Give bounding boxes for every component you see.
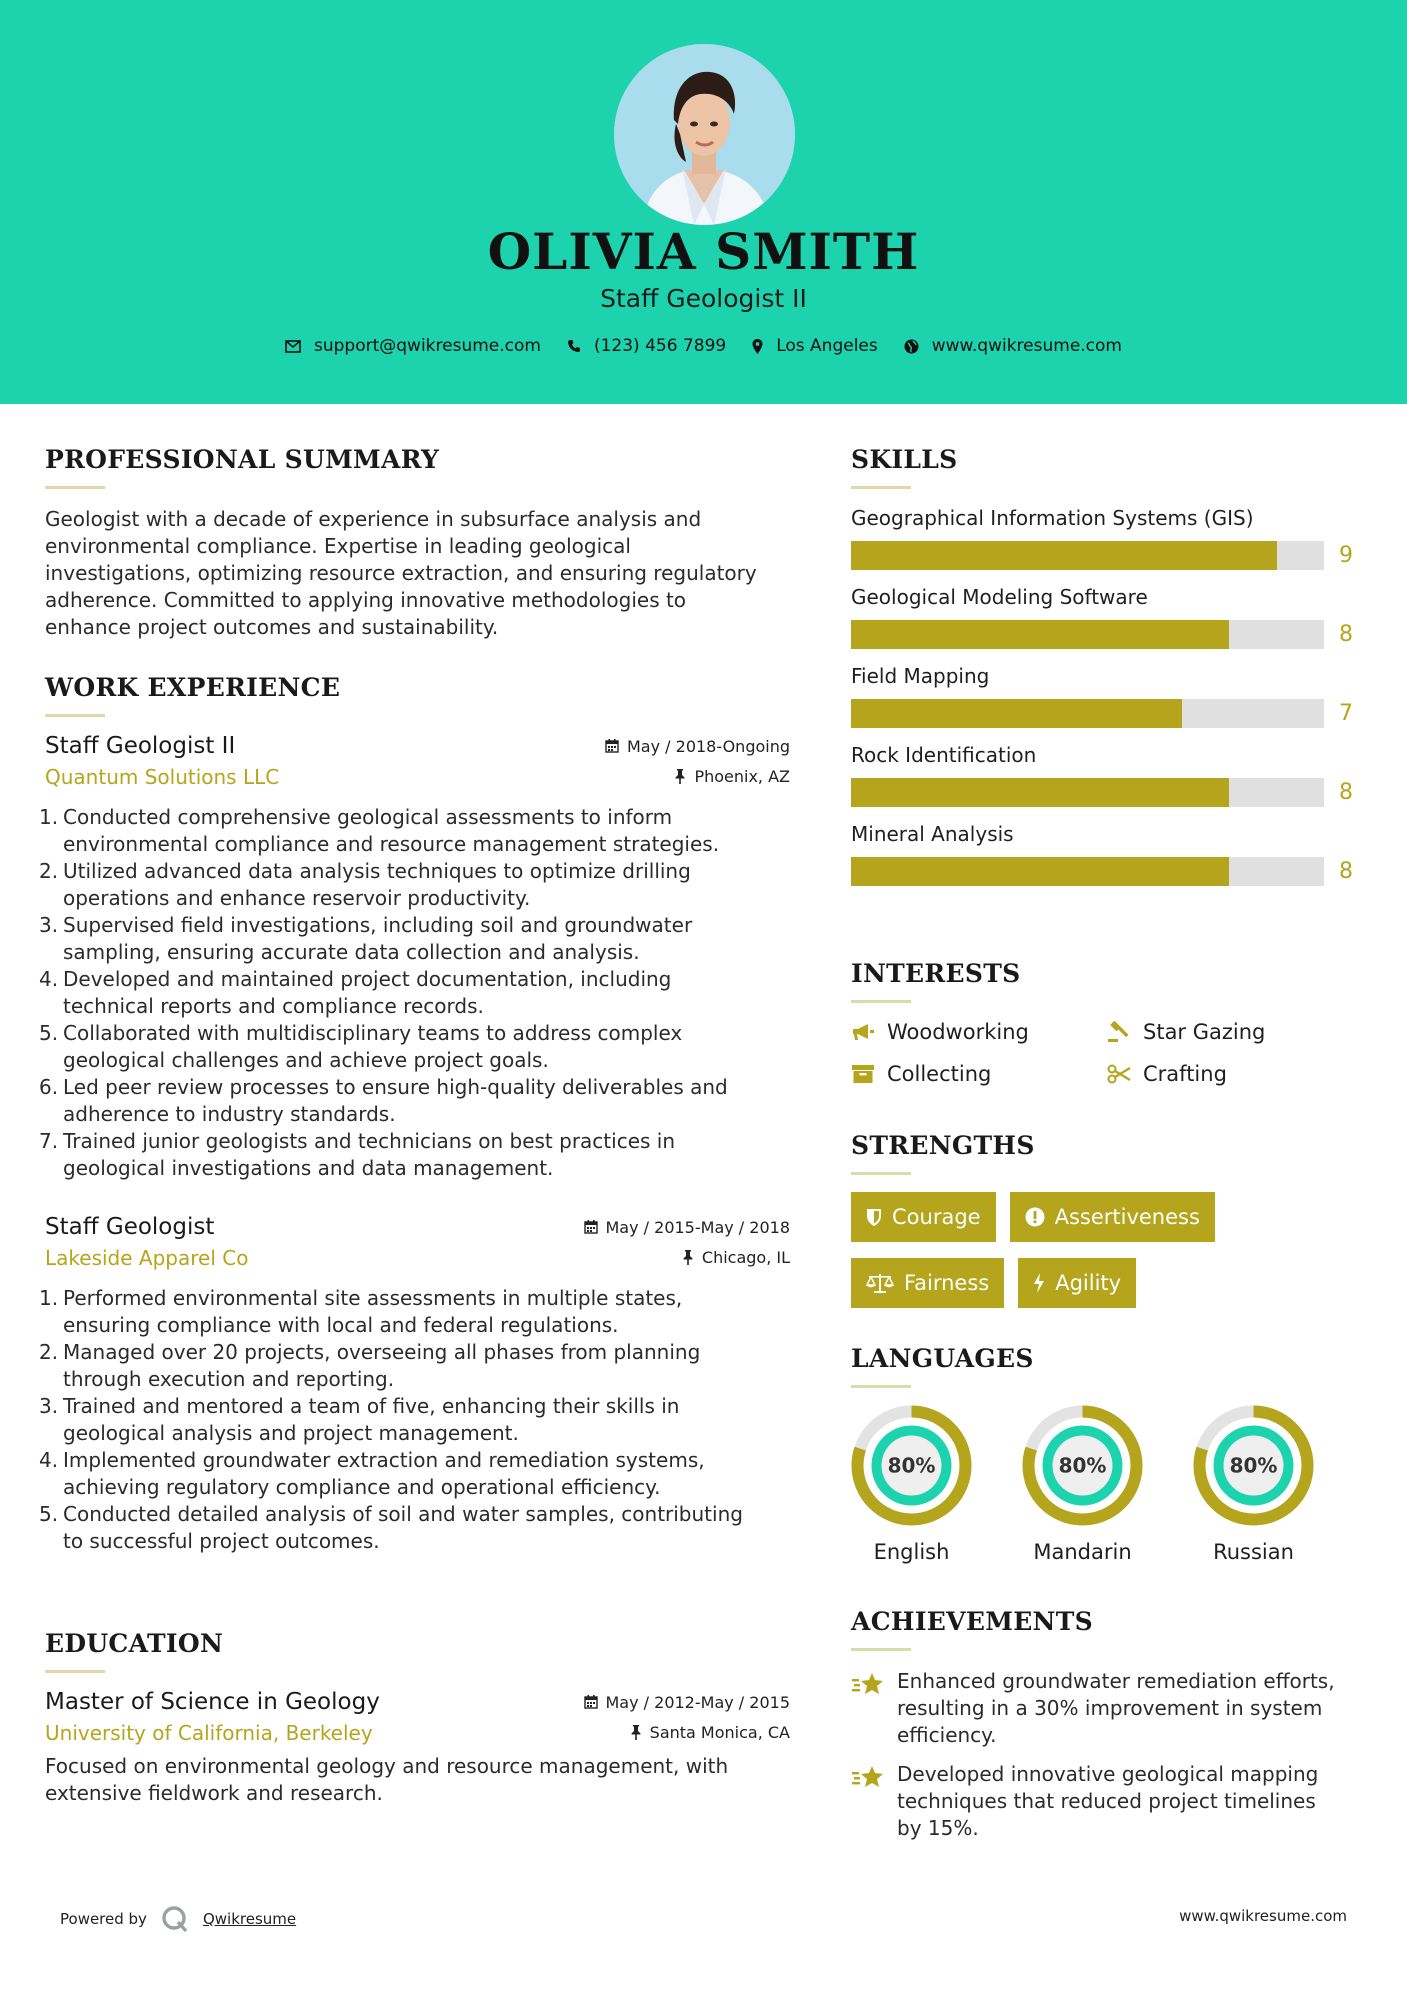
achievement-item [851,1761,1371,1842]
skill-bar-track [851,778,1324,807]
contact-phone-text: (123) 456 7899 [593,336,727,356]
job-location-text: Phoenix, AZ [694,767,790,786]
scissors-icon [1107,1064,1131,1084]
contact-location [752,336,878,356]
strength-tag [1010,1192,1215,1242]
contact-phone[interactable] [567,336,726,356]
language-ring [1022,1405,1143,1526]
strength-tag [1018,1258,1136,1308]
interests-heading: INTERESTS [851,959,1021,988]
language-percent: 80% [887,1453,936,1478]
skill-score: 9 [1339,543,1353,568]
skill-label: Rock Identification [851,743,1037,767]
strength-label: Courage [892,1205,981,1229]
footer [0,1895,1407,1935]
phone-icon [567,339,581,353]
megaphone-icon [851,1022,875,1042]
skill-item [851,743,1371,807]
skill-score: 8 [1339,780,1353,805]
education-location [630,1723,790,1742]
skill-label: Geographical Information Systems (GIS) [851,506,1254,530]
job-bullets [39,804,790,1182]
skills-list [851,506,1371,886]
achievement-text: Developed innovative geological mapping techniques that reduced project timelines by 15%. [897,1762,1319,1840]
contact-bar [0,336,1407,356]
strength-tag [851,1258,1004,1308]
job-location [674,767,790,786]
skills-section [851,445,1371,886]
job-bullets [39,1285,790,1555]
job-location-text: Chicago, IL [701,1248,790,1267]
summary-line: adherence. Committed to applying innovative methodologies to [45,588,687,612]
school-name: University of California, Berkeley [45,1721,373,1745]
map-pin-icon [752,339,763,354]
language-name: Mandarin [1033,1540,1132,1564]
skill-label: Geological Modeling Software [851,585,1148,609]
header-banner [0,0,1407,404]
job-entry [39,733,790,1182]
list-item: 3. Supervised field investigations, including soil and groundwater sampling, ensuring accurate data collection and analysis. [39,913,693,964]
experience-section [39,673,790,1555]
list-item: 5. Conducted detailed analysis of soil and water samples, contributing to successful project outcomes. [39,1502,743,1553]
skill-bar-track [851,857,1324,886]
skill-item [851,506,1371,570]
job-dates-text: May / 2018-Ongoing [627,736,790,756]
achievements-heading: ACHIEVEMENTS [851,1607,1093,1636]
portrait-image [614,44,795,225]
bolt-icon [1033,1273,1045,1293]
calendar-icon [584,1220,598,1234]
skill-bar-track [851,699,1324,728]
education-location-text: Santa Monica, CA [649,1723,790,1742]
achievements-list [851,1668,1371,1842]
language-percent: 80% [1229,1453,1278,1478]
skill-score: 8 [1339,859,1353,884]
job-company: Quantum Solutions LLC [45,765,280,789]
summary-text [45,506,790,641]
strengths-section [851,1131,1371,1324]
skill-bar-track [851,620,1324,649]
archive-box-icon [851,1064,875,1084]
section-divider [851,1385,911,1388]
strength-label: Fairness [904,1271,990,1295]
skill-item [851,585,1371,649]
exclamation-icon [1025,1207,1045,1227]
pushpin-icon [682,1250,694,1265]
list-item: 1. Conducted comprehensive geological assessments to inform environmental compliance and resource management strategies. [39,805,720,856]
skill-bar-fill [851,857,1229,886]
contact-email[interactable] [285,336,541,356]
avatar [614,44,795,225]
pushpin-icon [674,769,686,784]
summary-line: investigations, optimizing resource extraction, and ensuring regulatory [45,561,757,585]
contact-location-text: Los Angeles [776,336,878,356]
summary-line: enhance project outcomes and sustainability. [45,615,499,639]
interest-label: Star Gazing [1143,1020,1266,1044]
gavel-icon [1107,1021,1131,1043]
language-ring [1193,1405,1314,1526]
job-title: Staff Geologist [45,1214,215,1240]
interest-item [1107,1020,1363,1044]
list-item: 7. Trained junior geologists and technicians on best practices in geological investigations and data management. [39,1129,676,1180]
globe-icon [904,339,919,354]
shooting-star-icon [851,1670,887,1696]
skill-bar-fill [851,699,1182,728]
section-divider [45,1670,105,1673]
calendar-icon [584,1695,598,1709]
job-location [682,1248,790,1267]
contact-website-text: www.qwikresume.com [931,336,1122,356]
skill-label: Field Mapping [851,664,990,688]
strengths-tags [851,1192,1371,1308]
summary-line: environmental compliance. Expertise in leading geological [45,534,631,558]
strength-label: Assertiveness [1054,1205,1200,1229]
languages-section [851,1344,1371,1564]
skill-item [851,822,1371,886]
language-percent: 80% [1058,1453,1107,1478]
job-dates-text: May / 2015-May / 2018 [605,1217,790,1237]
language-item [1193,1405,1314,1564]
languages-list [851,1405,1371,1564]
list-item: 3. Trained and mentored a team of five, enhancing their skills in geological analysis and project management. [39,1394,680,1445]
contact-website[interactable] [904,336,1122,356]
strengths-heading: STRENGTHS [851,1131,1035,1160]
skill-score: 7 [1339,701,1353,726]
list-item: 5. Collaborated with multidisciplinary teams to address complex geological challenges and achieve project goals. [39,1021,683,1072]
achievement-item [851,1668,1371,1749]
interest-item [1107,1062,1363,1086]
interest-label: Collecting [887,1062,992,1086]
degree-title: Master of Science in Geology [45,1689,380,1715]
candidate-name: OLIVIA SMITH [487,222,920,281]
skill-item [851,664,1371,728]
candidate-role: Staff Geologist II [600,284,807,313]
pushpin-icon [630,1725,642,1740]
list-item: 2. Managed over 20 projects, overseeing all phases from planning through execution and reporting. [39,1340,701,1391]
job-entry [39,1214,790,1555]
job-dates [584,1218,791,1237]
qwikresume-logo-icon [161,1905,191,1933]
skill-bar-fill [851,778,1229,807]
job-dates [605,737,790,756]
language-item [851,1405,972,1564]
language-item [1022,1405,1143,1564]
skill-bar-fill [851,620,1229,649]
interests-grid [851,1020,1371,1086]
balance-scale-icon [866,1273,894,1293]
list-item: 4. Implemented groundwater extraction and remediation systems, achieving regulatory compliance and operational efficiency. [39,1448,705,1499]
language-name: Russian [1213,1540,1294,1564]
skill-score: 8 [1339,622,1353,647]
shield-icon [866,1208,882,1227]
language-name: English [873,1540,950,1564]
job-title: Staff Geologist II [45,733,236,759]
contact-email-text: support@qwikresume.com [314,336,541,356]
languages-heading: LANGUAGES [851,1344,1034,1373]
interest-label: Woodworking [887,1020,1029,1044]
skill-label: Mineral Analysis [851,822,1014,846]
list-item: 2. Utilized advanced data analysis techniques to optimize drilling operations and enhance reservoir productivity. [39,859,691,910]
interest-item [851,1020,1107,1044]
education-description: Focused on environmental geology and resource management, with extensive fieldwork and research. [45,1754,729,1805]
list-item: 6. Led peer review processes to ensure high-quality deliverables and adherence to industry standards. [39,1075,728,1126]
achievements-section [851,1607,1371,1854]
skill-bar-fill [851,541,1277,570]
powered-by-label: Powered by [60,1910,147,1928]
skills-heading: SKILLS [851,445,958,474]
summary-line: Geologist with a decade of experience in subsurface analysis and [45,507,702,531]
experience-heading: WORK EXPERIENCE [45,673,341,702]
interest-label: Crafting [1143,1062,1227,1086]
education-section [45,1629,790,1807]
interest-item [851,1062,1107,1086]
envelope-icon [285,340,301,353]
section-divider [851,1648,911,1651]
section-divider [45,714,105,717]
job-company: Lakeside Apparel Co [45,1246,249,1270]
education-heading: EDUCATION [45,1629,224,1658]
list-item: 4. Developed and maintained project documentation, including technical reports and compliance records. [39,967,672,1018]
powered-by [60,1905,296,1933]
education-dates-text: May / 2012-May / 2015 [605,1692,790,1712]
section-divider [45,486,105,489]
summary-heading: PROFESSIONAL SUMMARY [45,445,440,474]
footer-website[interactable]: www.qwikresume.com [1179,1907,1347,1925]
section-divider [851,1000,911,1003]
section-divider [851,1172,911,1175]
education-dates [584,1693,791,1712]
shooting-star-icon [851,1763,887,1789]
section-divider [851,486,911,489]
language-ring [851,1405,972,1526]
achievement-text: Enhanced groundwater remediation efforts, resulting in a 30% improvement in system efficiency. [897,1669,1335,1747]
qwikresume-link[interactable]: Qwikresume [202,1910,297,1928]
list-item: 1. Performed environmental site assessments in multiple states, ensuring compliance with local and federal regulations. [39,1286,683,1337]
strength-tag [851,1192,996,1242]
education-entry [45,1689,790,1807]
strength-label: Agility [1055,1271,1122,1295]
summary-section [45,445,790,641]
interests-section [851,959,1371,1086]
calendar-icon [605,739,619,753]
skill-bar-track [851,541,1324,570]
